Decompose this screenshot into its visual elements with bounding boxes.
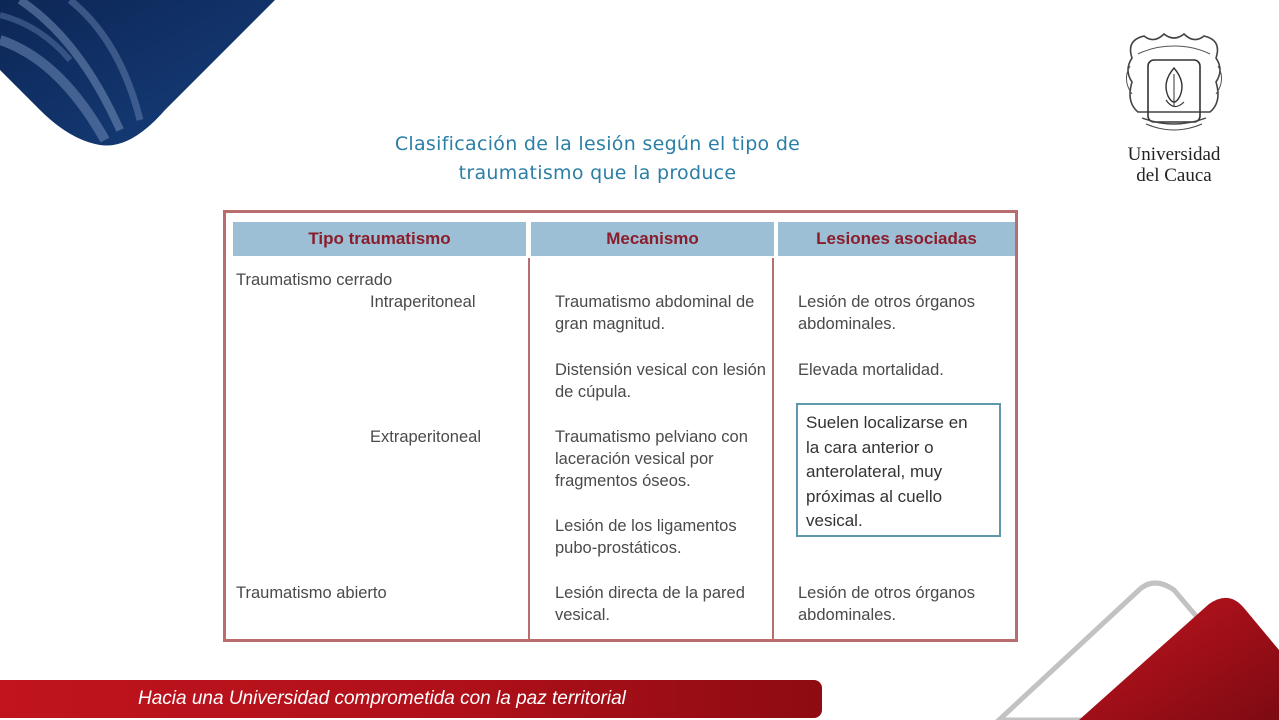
header-mecanismo: Mecanismo: [531, 222, 774, 256]
header-tipo-traumatismo: Tipo traumatismo: [233, 222, 526, 256]
tipo-intraperitoneal: Intraperitoneal: [370, 293, 476, 311]
mecanismo-cell: Lesión de los ligamentos pubo-prostáticos.: [555, 517, 737, 557]
slide-title: [340, 130, 855, 188]
callout-box: Suelen localizarse en la cara anterior o anterolateral, muy próximas al cuello vesical.: [796, 403, 1001, 537]
mecanismo-cell: Lesión directa de la pared vesical.: [555, 584, 745, 624]
university-logo: [1118, 30, 1230, 186]
university-seal-icon: [1124, 30, 1224, 140]
header-lesiones-asociadas: Lesiones asociadas: [778, 222, 1015, 256]
lesiones-cell: Lesión de otros órganos abdominales.: [798, 584, 976, 624]
column-divider: [528, 258, 530, 639]
mecanismo-cell: Traumatismo abdominal de gran magnitud.: [555, 293, 755, 333]
tipo-cerrado: Traumatismo cerrado: [236, 271, 393, 289]
title-line-2: traumatismo que la produce: [458, 162, 737, 184]
bottom-right-corner-decoration: [959, 580, 1279, 720]
university-name: Universidad del Cauca: [1127, 144, 1221, 186]
lesiones-cell: Elevada mortalidad.: [798, 361, 944, 379]
title-line-1: Clasificación de la lesión según el tipo de: [394, 133, 801, 155]
classification-table: [223, 210, 1018, 642]
top-left-corner-decoration: [0, 0, 300, 160]
column-divider: [772, 258, 774, 639]
footer-bar: [0, 680, 822, 718]
mecanismo-cell: Distensión vesical con lesión de cúpula.: [555, 361, 766, 401]
mecanismo-cell: Traumatismo pelviano con laceración vesical por fragmentos óseos.: [555, 428, 748, 490]
footer-slogan: Hacia una Universidad comprometida con la paz territorial: [138, 688, 626, 709]
tipo-extraperitoneal: Extraperitoneal: [370, 428, 481, 446]
tipo-abierto: Traumatismo abierto: [236, 584, 387, 602]
lesiones-cell: Lesión de otros órganos abdominales.: [798, 293, 976, 333]
